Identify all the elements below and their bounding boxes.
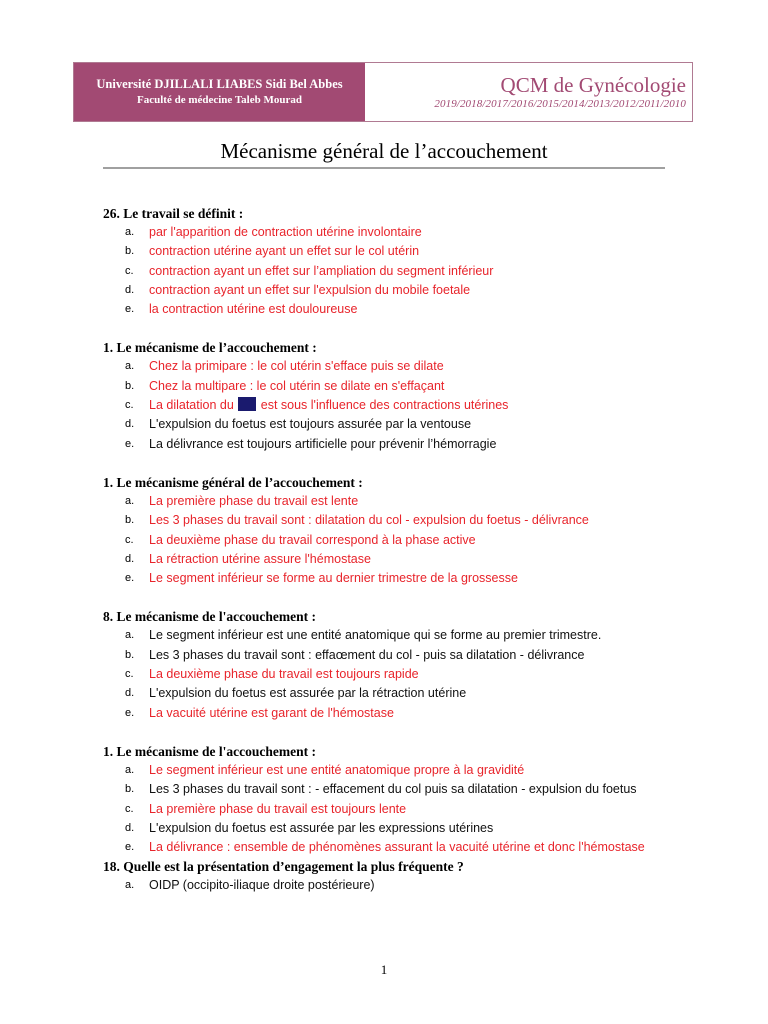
answer-option (103, 242, 683, 261)
option-text: Chez la primipare : le col utérin s'efface puis se dilate (149, 359, 444, 374)
answer-option (103, 262, 683, 281)
option-letter: e. (125, 572, 135, 585)
answer-option (103, 569, 683, 588)
question-spacer (103, 723, 683, 742)
qcm-years: 2019/2018/2017/2016/2015/2014/2013/2012/2011/2010 (434, 98, 686, 110)
option-text (149, 396, 683, 415)
question-spacer (103, 454, 683, 473)
answer-option (103, 223, 683, 242)
title-divider (103, 167, 665, 169)
answer-option (103, 357, 683, 376)
page-title: Mécanisme général de l’accouchement (220, 139, 548, 163)
option-text: la contraction utérine est douloureuse (149, 302, 358, 317)
answer-option (103, 780, 683, 799)
option-text: contraction ayant un effet sur l'expulsion du mobile foetale (149, 282, 471, 297)
option-letter: c. (125, 399, 134, 412)
question-heading: 1. Le mécanisme général de l’accouchement : (103, 474, 363, 490)
option-letter: d. (125, 418, 135, 431)
page-number: 1 (380, 962, 388, 977)
answer-option (103, 665, 683, 684)
answer-option (103, 876, 683, 895)
option-text-after: est sous l'influence des contractions utérines (257, 398, 509, 413)
answer-option (103, 396, 683, 415)
answer-option (103, 281, 683, 300)
option-text: L'expulsion du foetus est toujours assurée par la ventouse (149, 417, 472, 432)
question-list (103, 204, 683, 896)
option-text: Les 3 phases du travail sont : dilatation du col - expulsion du foetus - délivrance (149, 513, 589, 528)
option-letter: b. (125, 514, 135, 527)
question-block (103, 473, 683, 588)
answer-option (103, 684, 683, 703)
option-letter: c. (125, 264, 134, 277)
university-name: Université DJILLALI LIABES Sidi Bel Abbes (96, 77, 343, 91)
question-heading: 18. Quelle est la présentation d’engagement la plus fréquente ? (103, 859, 464, 875)
option-text: par l'apparition de contraction utérine involontaire (149, 225, 422, 239)
option-letter: d. (125, 821, 135, 834)
answer-option (103, 511, 683, 530)
option-text: La première phase du travail est lente (149, 493, 359, 508)
option-letter: c. (125, 802, 134, 815)
option-letter: e. (125, 303, 135, 316)
option-text: contraction utérine ayant un effet sur le col utérin (149, 244, 420, 259)
answer-option (103, 646, 683, 665)
option-text: La vacuité utérine est garant de l'hémostase (149, 705, 394, 720)
option-letter: a. (125, 494, 135, 507)
option-letter: e. (125, 437, 135, 450)
answer-option (103, 550, 683, 569)
option-letter: b. (125, 783, 135, 796)
question-block (103, 204, 683, 319)
qcm-title: QCM de Gynécologie (500, 73, 686, 97)
qcm-banner (365, 63, 692, 121)
option-letter: b. (125, 245, 135, 258)
option-text: Le segment inférieur se forme au dernier trimestre de la grossesse (149, 571, 518, 586)
option-text: Les 3 phases du travail sont : - effacement du col puis sa dilatation - expulsion du foetus (149, 782, 637, 797)
option-letter: d. (125, 552, 135, 565)
answer-option (103, 531, 683, 550)
option-text: La première phase du travail est toujours lente (149, 801, 407, 816)
option-letter: e. (125, 841, 135, 854)
question-spacer (103, 319, 683, 338)
option-text: La délivrance est toujours artificielle pour prévenir l’hémorragie (149, 436, 497, 451)
option-text: contraction ayant un effet sur l’ampliation du segment inférieur (149, 263, 494, 278)
option-text: OIDP (occipito-iliaque droite postérieure) (149, 878, 375, 893)
option-letter: d. (125, 283, 135, 296)
answer-option (103, 435, 683, 454)
option-text-before: La dilatation du (149, 398, 234, 413)
option-text: La deuxième phase du travail correspond à la phase active (149, 532, 476, 547)
option-text: La délivrance : ensemble de phénomènes assurant la vacuité utérine et donc l'hémostase (149, 840, 645, 855)
option-letter: a. (125, 226, 135, 238)
faculty-name: Faculté de médecine Taleb Mourad (137, 94, 302, 106)
answer-option (103, 415, 683, 434)
option-text: La rétraction utérine assure l'hémostase (149, 551, 371, 566)
option-letter: a. (125, 629, 135, 642)
answer-option (103, 300, 683, 319)
option-letter: c. (125, 668, 134, 681)
option-text: Le segment inférieur est une entité anatomique propre à la gravidité (149, 762, 525, 777)
redaction-highlight (238, 397, 256, 411)
answer-option (103, 704, 683, 723)
option-text: Le segment inférieur est une entité anatomique qui se forme au premier trimestre. (149, 628, 602, 643)
question-block (103, 607, 683, 722)
answer-option (103, 761, 683, 780)
option-text: Chez la multipare : le col utérin se dilate en s'effaçant (149, 378, 445, 393)
question-heading: 8. Le mécanisme de l'accouchement : (103, 609, 316, 625)
option-letter: a. (125, 360, 135, 373)
option-letter: e. (125, 706, 135, 719)
question-spacer (103, 588, 683, 607)
option-letter: a. (125, 763, 135, 776)
option-text: La deuxième phase du travail est toujours rapide (149, 667, 419, 682)
option-letter: a. (125, 879, 135, 892)
option-text: L'expulsion du foetus est assurée par la rétraction utérine (149, 686, 467, 701)
option-text: Les 3 phases du travail sont : effaœment du col - puis sa dilatation - délivrance (149, 647, 585, 662)
answer-option (103, 819, 683, 838)
university-banner (74, 63, 365, 121)
answer-option (103, 492, 683, 511)
option-letter: c. (125, 533, 134, 546)
option-text: L'expulsion du foetus est assurée par les expressions utérines (149, 820, 494, 835)
question-heading: 26. Le travail se définit : (103, 206, 244, 221)
answer-option (103, 626, 683, 645)
question-block (103, 857, 683, 895)
option-letter: b. (125, 648, 135, 661)
question-heading: 1. Le mécanisme de l'accouchement : (103, 743, 316, 759)
question-heading: 1. Le mécanisme de l’accouchement : (103, 340, 317, 356)
option-letter: b. (125, 379, 135, 392)
question-block (103, 338, 683, 453)
document-header (73, 62, 693, 122)
answer-option (103, 377, 683, 396)
answer-option (103, 800, 683, 819)
question-block (103, 742, 683, 857)
option-letter: d. (125, 687, 135, 700)
answer-option (103, 838, 683, 857)
